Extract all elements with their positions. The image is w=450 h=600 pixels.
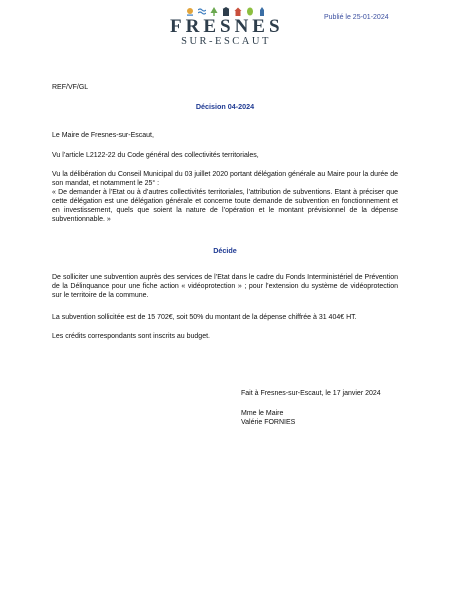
house-icon: [234, 7, 242, 16]
decision-body: De solliciter une subvention auprès des services de l’Etat dans le cadre du Fonds Interministériel de Prévention de la Délinquance pour une fiche action « vidéoprotection » ; pour l’extension du système de vidéoprotection sur le territoire de la commune.: [52, 274, 398, 299]
decision-title: Décision 04-2024: [195, 102, 255, 111]
legal-reference-2: Vu la délibération du Conseil Municipal du 03 juillet 2020 portant délégation générale au Maire pour la durée de son mandat, et notamment le 25° :: [52, 171, 398, 187]
leaf-icon: [246, 7, 254, 16]
town-logo: [170, 6, 282, 48]
building-icon: [222, 7, 230, 16]
legal-reference-1: Vu l’article L2122-22 du Code général des collectivités territoriales,: [52, 152, 259, 159]
signature-role: Mme le Maire: [241, 410, 284, 417]
signature-name: Valérie FORNIES: [241, 419, 296, 426]
water-icon: [198, 7, 206, 16]
decide-heading: Décide: [213, 246, 237, 255]
logo-pictograms: [170, 6, 282, 16]
published-date: Publié le 25-01-2024: [324, 14, 389, 21]
intro-line: Le Maire de Fresnes-sur-Escaut,: [52, 132, 154, 139]
subsidy-amount: La subvention sollicitée est de 15 702€, soit 50% du montant de la dépense chiffrée à 31 404€ HT.: [52, 314, 357, 321]
tree-icon: [210, 7, 218, 16]
budget-line: Les crédits correspondants sont inscrits au budget.: [52, 333, 210, 340]
signature-place-date: Fait à Fresnes-sur-Escaut, le 17 janvier 2024: [241, 390, 381, 397]
delegation-quote: « De demander à l’Etat ou à d’autres collectivités territoriales, l’attribution de subventions. Etant à préciser que cette délégation est une délégation générale et concerne toute demande de subvention en fonctionnement et en investissement, quels que soient la nature de l’opération et le montant prévisionnel de la dépense subventionnable. »: [52, 189, 398, 223]
church-icon: [258, 7, 266, 16]
sun-icon: [186, 7, 194, 16]
document-reference: REF/VF/GL: [52, 84, 89, 91]
logo-subtitle: SUR-ESCAUT: [181, 36, 271, 47]
logo-town-name: FRESNES: [170, 16, 284, 37]
